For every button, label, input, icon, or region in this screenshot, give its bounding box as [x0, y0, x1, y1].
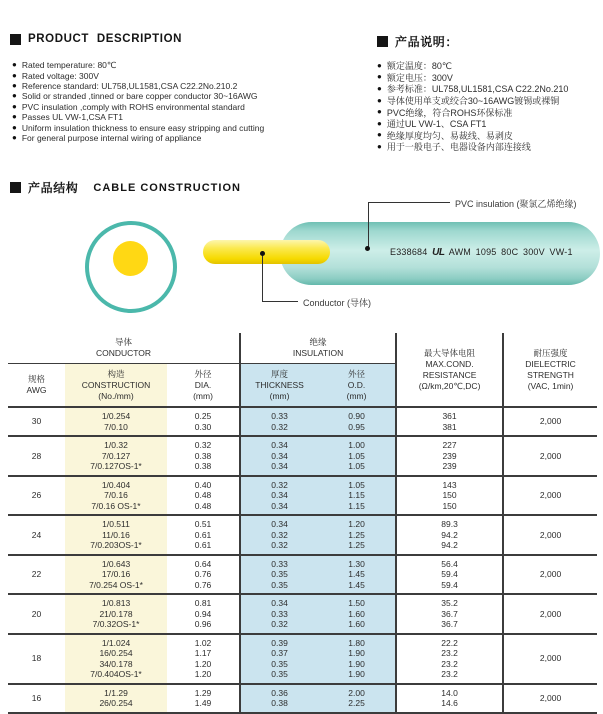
dia-cell: 0.81 0.94 0.96	[167, 594, 240, 634]
spec-row-awg-28	[8, 436, 597, 476]
jacket-print-text	[390, 247, 573, 258]
dia-cell: 0.40 0.48 0.48	[167, 476, 240, 516]
construction-header-en: CONSTRUCTION	[81, 379, 151, 390]
note-item-text: 参考标准：UL758,UL1581,CSA C22.2No.210	[386, 84, 569, 95]
dia-header	[167, 364, 240, 408]
resistance-header-en1: MAX.COND.	[425, 358, 474, 369]
description-item	[12, 91, 264, 101]
insulation-group-en: INSULATION	[292, 348, 344, 358]
note-item-text: PVC绝缘，符合ROHS环保标准	[386, 107, 513, 118]
od-cell: 1.80 1.90 1.90 1.90	[318, 634, 396, 684]
construction-cell: 1/1.29 26/0.254	[65, 684, 167, 713]
dia-header-cn: 外径	[194, 368, 212, 379]
dielectric-cell: 2,000	[539, 692, 562, 703]
conductor-group-en: CONDUCTOR	[95, 348, 152, 358]
pvc-insulation-label: PVC insulation (聚氯乙烯绝缘)	[455, 199, 577, 209]
thickness-header-unit: (mm)	[269, 390, 290, 401]
conductor-group-header	[8, 333, 240, 364]
pvc-callout-line-v	[368, 202, 369, 248]
insulation-group-header	[240, 333, 396, 364]
bullet-icon: ●	[12, 101, 17, 111]
pvc-callout-dot	[365, 246, 370, 251]
awg-cell: 22	[31, 569, 42, 579]
dia-header-unit: (mm)	[193, 390, 213, 401]
description-item-text: PVC insulation ,comply with ROHS environmental standard	[21, 101, 245, 112]
resistance-cell: 35.2 36.7 36.7	[396, 594, 503, 634]
bullet-icon: ●	[377, 141, 382, 151]
od-header-cn: 外径	[348, 368, 366, 379]
bullet-icon: ●	[377, 60, 382, 70]
od-cell: 1.05 1.15 1.15	[318, 476, 396, 516]
product-description-title	[10, 33, 182, 45]
bullet-icon: ●	[12, 80, 17, 90]
dielectric-cell: 2,000	[539, 653, 562, 664]
resistance-cell: 361 381	[396, 407, 503, 436]
construction-cell: 1/0.254 7/0.10	[65, 407, 167, 436]
jacket-spec: AWM 1095 80C 300V VW-1	[448, 247, 573, 257]
dielectric-cell: 2,000	[539, 416, 562, 427]
cable-cross-section	[85, 221, 177, 313]
resistance-cell: 22.2 23.2 23.2 23.2	[396, 634, 503, 684]
note-item-text: 用于一般电子、电器设备内部连接线	[386, 142, 531, 153]
note-item	[377, 72, 568, 84]
note-item	[377, 141, 568, 153]
dia-cell: 0.25 0.30	[167, 407, 240, 436]
thickness-header-cn: 厚度	[271, 368, 289, 379]
bullet-icon: ●	[377, 130, 382, 140]
bullet-icon: ●	[12, 122, 17, 132]
description-item	[12, 60, 264, 70]
product-notes-title	[377, 33, 458, 50]
dielectric-cell: 2,000	[539, 450, 562, 461]
spec-table-body	[8, 407, 597, 713]
construction-header	[65, 364, 167, 408]
spec-row-awg-16	[8, 684, 597, 713]
dielectric-cell: 2,000	[539, 529, 562, 540]
thickness-header	[240, 364, 318, 408]
awg-header-en: AWG	[26, 385, 47, 395]
dia-cell: 1.02 1.17 1.20 1.20	[167, 634, 240, 684]
note-item-text: 绝缘厚度均匀、易裁线、易剥皮	[386, 130, 513, 141]
note-item	[377, 130, 568, 142]
bullet-icon: ●	[12, 112, 17, 122]
construction-cell: 1/0.643 17/0.16 7/0.254 OS-1*	[65, 555, 167, 595]
construction-cell: 1/1.024 16/0.254 34/0.178 7/0.404OS-1*	[65, 634, 167, 684]
description-item-text: Solid or stranded ,tinned or bare copper conductor 30~16AWG	[21, 91, 258, 102]
black-square-icon	[10, 34, 21, 45]
thickness-cell: 0.36 0.38	[240, 684, 318, 713]
resistance-cell: 14.0 14.6	[396, 684, 503, 713]
awg-header-cn: 规格	[27, 374, 45, 384]
awg-cell: 18	[31, 653, 42, 664]
bullet-icon: ●	[12, 60, 17, 70]
dielectric-cell: 2,000	[539, 608, 562, 619]
description-item-text: Uniform insulation thickness to ensure easy stripping and cutting	[21, 122, 265, 133]
resistance-cell: 143 150 150	[396, 476, 503, 516]
bullet-icon: ●	[12, 70, 17, 80]
thickness-cell: 0.32 0.34 0.34	[240, 476, 318, 516]
dia-cell: 0.64 0.76 0.76	[167, 555, 240, 595]
cable-construction-title-en: CABLE CONSTRUCTION	[93, 181, 241, 194]
bullet-icon: ●	[12, 91, 17, 101]
bullet-icon: ●	[377, 107, 382, 117]
product-description-title-text: PRODUCT DESCRIPTION	[28, 33, 183, 45]
dia-cell: 1.29 1.49	[167, 684, 240, 713]
description-item-text: Rated voltage: 300V	[21, 70, 99, 81]
awg-cell: 30	[31, 416, 42, 427]
od-cell: 0.90 0.95	[318, 407, 396, 436]
dielectric-header-cn: 耐压强度	[533, 347, 568, 358]
cable-diagram	[0, 195, 603, 325]
description-item	[12, 70, 264, 80]
description-item	[12, 122, 264, 132]
note-item	[377, 83, 568, 95]
conductor-rod	[203, 240, 330, 264]
resistance-header	[396, 333, 503, 407]
thickness-cell: 0.34 0.32 0.32	[240, 515, 318, 555]
product-notes-title-text: 产品说明：	[395, 35, 459, 49]
resistance-cell: 56.4 59.4 59.4	[396, 555, 503, 595]
awg-cell: 16	[31, 692, 42, 703]
od-cell: 1.00 1.05 1.05	[318, 436, 396, 476]
conductor-core-circle	[113, 241, 148, 276]
note-item-text: 额定温度：80℃	[386, 61, 452, 72]
dia-cell: 0.32 0.38 0.38	[167, 436, 240, 476]
conductor-callout-line-h	[262, 301, 298, 302]
note-item	[377, 118, 568, 130]
dielectric-header-en2: STRENGTH	[527, 369, 574, 380]
resistance-header-unit: (Ω/km,20℃,DC)	[418, 380, 481, 391]
bullet-icon: ●	[377, 72, 382, 82]
spec-row-awg-24	[8, 515, 597, 555]
conductor-callout-line-v	[262, 253, 263, 302]
pvc-callout-line-h	[368, 202, 450, 203]
awg-cell: 28	[31, 450, 42, 461]
awg-cell: 20	[31, 608, 42, 619]
cable-construction-title-cn: 产品结构	[28, 181, 79, 195]
dielectric-cell: 2,000	[539, 490, 562, 500]
construction-cell: 1/0.813 21/0.178 7/0.32OS-1*	[65, 594, 167, 634]
bullet-icon: ●	[377, 83, 382, 93]
awg-cell: 26	[31, 490, 42, 500]
spec-row-awg-30	[8, 407, 597, 436]
thickness-header-en: THICKNESS	[255, 379, 304, 390]
thickness-cell: 0.33 0.32	[240, 407, 318, 436]
construction-cell: 1/0.404 7/0.16 7/0.16 OS-1*	[65, 476, 167, 516]
od-header	[318, 364, 396, 408]
product-notes-list	[377, 60, 568, 153]
note-item-text: 通过UL VW-1、CSA FT1	[386, 119, 487, 130]
resistance-header-cn: 最大导体电阻	[424, 347, 476, 358]
bullet-icon: ●	[377, 95, 382, 105]
group-header-row	[8, 333, 597, 364]
awg-header	[8, 364, 65, 408]
dia-header-en: DIA.	[194, 379, 212, 390]
insulation-group-cn: 绝缘	[309, 337, 327, 347]
spec-row-awg-22	[8, 555, 597, 595]
dielectric-header	[503, 333, 597, 407]
awg-cell: 24	[31, 529, 42, 540]
note-item	[377, 106, 568, 118]
conductor-label: Conductor (导体)	[303, 298, 372, 308]
description-item-text: Rated temperature: 80℃	[21, 59, 117, 70]
description-item	[12, 81, 264, 91]
spec-table	[8, 333, 597, 714]
bullet-icon: ●	[377, 118, 382, 128]
bullet-icon: ●	[12, 132, 17, 142]
resistance-header-en2: RESISTANCE	[422, 369, 477, 380]
construction-header-cn: 构造	[107, 368, 125, 379]
product-description-list	[12, 60, 264, 143]
ul-logo-icon: UL	[432, 247, 445, 258]
description-item-text: For general purpose internal wiring of appliance	[21, 132, 202, 143]
resistance-cell: 227 239 239	[396, 436, 503, 476]
cert-number: E338684	[390, 247, 428, 257]
thickness-cell: 0.34 0.34 0.34	[240, 436, 318, 476]
od-cell: 2.00 2.25	[318, 684, 396, 713]
thickness-cell: 0.39 0.37 0.35 0.35	[240, 634, 318, 684]
spec-table-head	[8, 333, 597, 407]
description-item	[12, 102, 264, 112]
od-cell: 1.50 1.60 1.60	[318, 594, 396, 634]
construction-header-unit: (No./mm)	[98, 390, 134, 401]
od-header-en: O.D.	[347, 379, 366, 390]
note-item	[377, 95, 568, 107]
od-cell: 1.30 1.45 1.45	[318, 555, 396, 595]
dielectric-cell: 2,000	[539, 569, 562, 579]
description-item	[12, 133, 264, 143]
dielectric-header-en1: DIELECTRIC	[525, 358, 576, 369]
spec-row-awg-20	[8, 594, 597, 634]
construction-cell: 1/0.511 11/0.16 7/0.203OS-1*	[65, 515, 167, 555]
spec-row-awg-26	[8, 476, 597, 516]
cable-construction-title	[10, 179, 241, 196]
od-header-unit: (mm)	[346, 390, 367, 401]
black-square-icon	[377, 36, 388, 47]
black-square-icon	[10, 182, 21, 193]
note-item-text: 额定电压：300V	[386, 72, 453, 83]
construction-cell: 1/0.32 7/0.127 7/0.127OS-1*	[65, 436, 167, 476]
description-item-text: Reference standard: UL758,UL1581,CSA C22.2No.210.2	[21, 80, 238, 91]
description-item	[12, 112, 264, 122]
thickness-cell: 0.34 0.33 0.32	[240, 594, 318, 634]
dielectric-header-unit: (VAC, 1min)	[527, 380, 574, 391]
resistance-cell: 89.3 94.2 94.2	[396, 515, 503, 555]
thickness-cell: 0.33 0.35 0.35	[240, 555, 318, 595]
note-item	[377, 60, 568, 72]
dia-cell: 0.51 0.61 0.61	[167, 515, 240, 555]
spec-row-awg-18	[8, 634, 597, 684]
description-item-text: Passes UL VW-1,CSA FT1	[21, 112, 123, 123]
conductor-callout-dot	[260, 251, 265, 256]
conductor-group-cn: 导体	[115, 337, 133, 347]
note-item-text: 导体使用单支或绞合30~16AWG镀锡或裸铜	[386, 96, 560, 107]
od-cell: 1.20 1.25 1.25	[318, 515, 396, 555]
